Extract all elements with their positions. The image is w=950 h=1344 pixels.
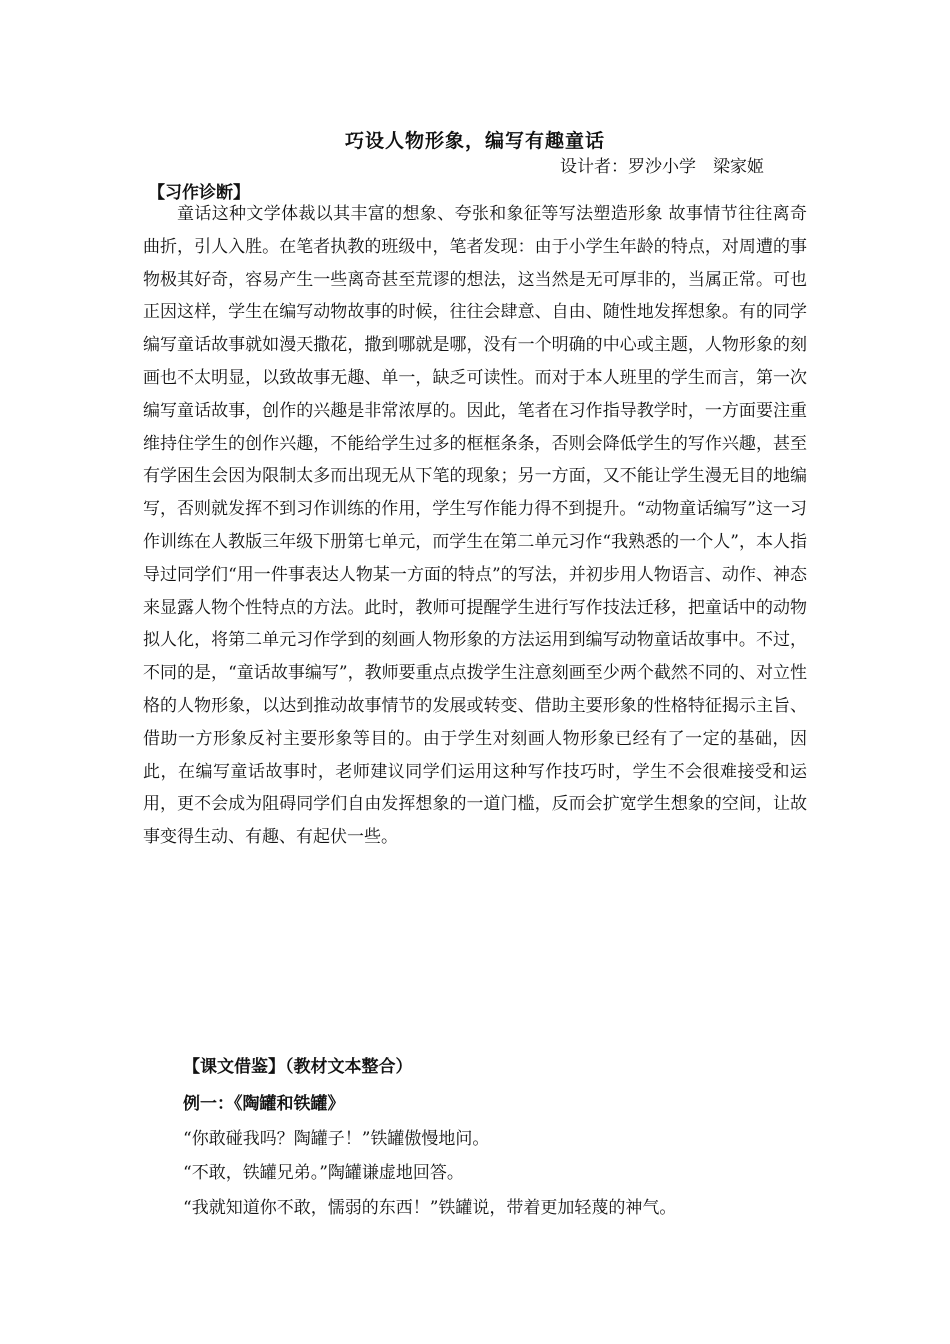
dialogue-line: “你敢碰我吗？陶罐子！”铁罐傲慢地问。	[183, 1129, 490, 1149]
example-title: 例一：《陶罐和铁罐》	[183, 1094, 345, 1114]
dialogue-line: “我就知道你不敢，懦弱的东西！”铁罐说，带着更加轻蔑的神气。	[183, 1198, 677, 1218]
section-heading-reference-row	[183, 1052, 413, 1077]
designer-credit: 设计者：罗沙小学 梁家姬	[560, 157, 764, 177]
dialogue-line: “不敢，铁罐兄弟。”陶罐谦虚地回答。	[183, 1163, 464, 1183]
diagnosis-paragraph: 童话这种文学体裁以其丰富的想象、夸张和象征等写法塑造形象 故事情节往往离奇曲折，引人入胜。在笔者执教的班级中，笔者发现：由于小学生年龄的特点，对周遭的事物极其好奇，容易产生一些离奇甚至荒谬的想法，这当然是无可厚非的，当属正常。可也正因这样，学生在编写动物故事的时候，往往会肆意、自由、随性地发挥想象。有的同学编写童话故事就如漫天撒花，撒到哪就是哪，没有一个明确的中心或主题，人物形象的刻画也不太明显，以致故事无趣、单一，缺乏可读性。而对于本人班里的学生而言，第一次编写童话故事，创作的兴趣是非常浓厚的。因此，笔者在习作指导教学时，一方面要注重维持住学生的创作兴趣，不能给学生过多的框框条条，否则会降低学生的写作兴趣，甚至有学困生会因为限制太多而出现无从下笔的现象；另一方面，又不能让学生漫无目的地编写，否则就发挥不到习作训练的作用，学生写作能力得不到提升。“动物童话编写”这一习作训练在人教版三年级下册第七单元，而学生在第二单元习作“我熟悉的一个人”，本人指导过同学们“用一件事表达人物某一方面的特点”的写法，并初步用人物语言、动作、神态来显露人物个性特点的方法。此时，教师可提醒学生进行写作技法迁移，把童话中的动物拟人化，将第二单元习作学到的刻画人物形象的方法运用到编写动物童话故事中。不过，不同的是，“童话故事编写”，教师要重点点拨学生注意刻画至少两个截然不同的、对立性格的人物形象，以达到推动故事情节的发展或转变、借助主要形象的性格特征揭示主旨、借助一方形象反衬主要形象等目的。由于学生对刻画人物形象已经有了一定的基础，因此，在编写童话故事时，老师建议同学们运用这种写作技巧时，学生不会很难接受和运用，更不会成为阻碍同学们自由发挥想象的一道门槛，反而会扩宽学生想象的空间，让故事变得生动、有趣、有起伏一些。	[143, 204, 807, 848]
document-title: 巧设人物形象，编写有趣童话	[344, 130, 605, 152]
section-heading-reference: 【课文借鉴】	[183, 1057, 285, 1077]
section-heading-diagnosis: 【习作诊断】	[148, 183, 250, 203]
section-subheading-reference: （教材文本整合）	[285, 1057, 413, 1077]
